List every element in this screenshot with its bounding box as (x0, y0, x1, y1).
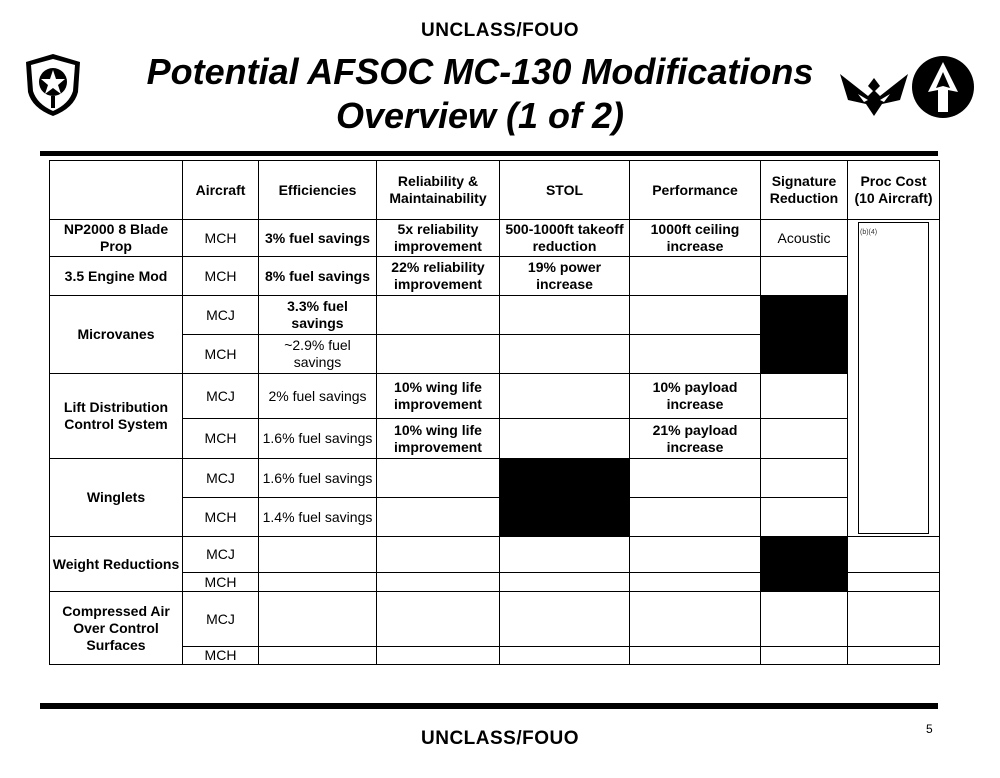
efficiencies-cell: 1.6% fuel savings (259, 459, 377, 498)
stol-cell (500, 419, 630, 459)
signature-cell (761, 257, 848, 296)
header-cell: Efficiencies (259, 161, 377, 220)
proc-cost-cell (848, 537, 940, 573)
stol-cell (500, 573, 630, 592)
table-row (50, 498, 940, 537)
efficiencies-cell (259, 537, 377, 573)
efficiencies-cell: 1.6% fuel savings (259, 419, 377, 459)
bottom-rule (40, 703, 938, 709)
table-row (50, 257, 940, 296)
efficiencies-cell: 1.4% fuel savings (259, 498, 377, 537)
efficiencies-cell: 3.3% fuel savings (259, 296, 377, 335)
performance-cell (630, 257, 761, 296)
table-row (50, 296, 940, 335)
efficiencies-cell (259, 647, 377, 665)
redacted-stol-cell (500, 459, 630, 537)
aircraft-cell: MCH (183, 335, 259, 374)
aircraft-cell: MCJ (183, 537, 259, 573)
table-row (50, 537, 940, 573)
aircraft-cell: MCH (183, 220, 259, 257)
header-cell: Performance (630, 161, 761, 220)
aircraft-cell: MCH (183, 498, 259, 537)
title-line-2: Overview (1 of 2) (335, 95, 625, 136)
table-header-row (50, 161, 940, 220)
performance-cell (630, 573, 761, 592)
signature-cell (761, 374, 848, 419)
air-force-wings-icon (838, 64, 910, 118)
table-row (50, 647, 940, 665)
aircraft-cell: MCJ (183, 459, 259, 498)
signature-cell (761, 498, 848, 537)
reliability-cell: 10% wing life improvement (377, 419, 500, 459)
reliability-cell (377, 296, 500, 335)
page-number: 5 (926, 722, 933, 736)
reliability-cell (377, 647, 500, 665)
mod-name: 3.5 Engine Mod (50, 257, 183, 296)
table-row (50, 220, 940, 257)
redacted-box (858, 222, 929, 534)
performance-cell (630, 296, 761, 335)
aircraft-cell: MCH (183, 257, 259, 296)
proc-cost-cell (848, 647, 940, 665)
efficiencies-cell (259, 592, 377, 647)
aircraft-cell: MCJ (183, 296, 259, 335)
header-cell: Reliability & Maintainability (377, 161, 500, 220)
header-cell: Aircraft (183, 161, 259, 220)
efficiencies-cell (259, 573, 377, 592)
reliability-cell (377, 573, 500, 592)
reliability-cell: 10% wing life improvement (377, 374, 500, 419)
mod-name: Microvanes (50, 296, 183, 374)
table-row (50, 592, 940, 647)
classification-bottom: UNCLASS/FOUO (421, 728, 579, 749)
proc-cost-cell (848, 573, 940, 592)
mod-name: Weight Reductions (50, 537, 183, 592)
mod-name: NP2000 8 Blade Prop (50, 220, 183, 257)
header-cell (50, 161, 183, 220)
aircraft-cell: MCH (183, 647, 259, 665)
header-cell: Signature Reduction (761, 161, 848, 220)
stol-cell (500, 647, 630, 665)
aircraft-cell: MCJ (183, 592, 259, 647)
signature-cell (761, 459, 848, 498)
mod-name: Compressed Air Over Control Surfaces (50, 592, 183, 665)
performance-cell (630, 498, 761, 537)
performance-cell: 21% payload increase (630, 419, 761, 459)
reliability-cell (377, 335, 500, 374)
signature-cell (761, 592, 848, 647)
redacted-signature-cell (761, 296, 848, 374)
signature-cell (761, 647, 848, 665)
aircraft-cell: MCH (183, 573, 259, 592)
classification-top: UNCLASS/FOUO (421, 20, 579, 41)
performance-cell (630, 537, 761, 573)
reliability-cell (377, 592, 500, 647)
spearhead-emblem-icon (910, 54, 976, 120)
header-cell: Proc Cost (10 Aircraft) (848, 161, 940, 220)
stol-cell (500, 335, 630, 374)
signature-cell: Acoustic (761, 220, 848, 257)
stol-cell: 500-1000ft takeoff reduction (500, 220, 630, 257)
mod-name: Lift Distribution Control System (50, 374, 183, 459)
table-row (50, 459, 940, 498)
modifications-table (49, 160, 940, 665)
performance-cell (630, 459, 761, 498)
stol-cell (500, 296, 630, 335)
stol-cell (500, 374, 630, 419)
performance-cell (630, 647, 761, 665)
stol-cell (500, 537, 630, 573)
efficiencies-cell: ~2.9% fuel savings (259, 335, 377, 374)
performance-cell (630, 335, 761, 374)
proc-cost-cell (848, 220, 940, 537)
table-row (50, 374, 940, 419)
performance-cell (630, 592, 761, 647)
efficiencies-cell: 3% fuel savings (259, 220, 377, 257)
aircraft-cell: MCH (183, 419, 259, 459)
header-cell: STOL (500, 161, 630, 220)
redaction-label: (b)(4) (860, 229, 878, 236)
stol-cell (500, 592, 630, 647)
aircraft-cell: MCJ (183, 374, 259, 419)
page-title (110, 50, 850, 138)
redacted-signature-cell (761, 537, 848, 592)
afsoc-shield-icon (22, 52, 84, 118)
efficiencies-cell: 8% fuel savings (259, 257, 377, 296)
mod-name: Winglets (50, 459, 183, 537)
top-rule (40, 151, 938, 156)
stol-cell: 19% power increase (500, 257, 630, 296)
reliability-cell (377, 537, 500, 573)
performance-cell: 10% payload increase (630, 374, 761, 419)
reliability-cell: 22% reliability improvement (377, 257, 500, 296)
performance-cell: 1000ft ceiling increase (630, 220, 761, 257)
title-line-1: Potential AFSOC MC-130 Modifications (146, 51, 814, 92)
reliability-cell: 5x reliability improvement (377, 220, 500, 257)
reliability-cell (377, 498, 500, 537)
proc-cost-cell (848, 592, 940, 647)
reliability-cell (377, 459, 500, 498)
table-row (50, 419, 940, 459)
efficiencies-cell: 2% fuel savings (259, 374, 377, 419)
signature-cell (761, 419, 848, 459)
